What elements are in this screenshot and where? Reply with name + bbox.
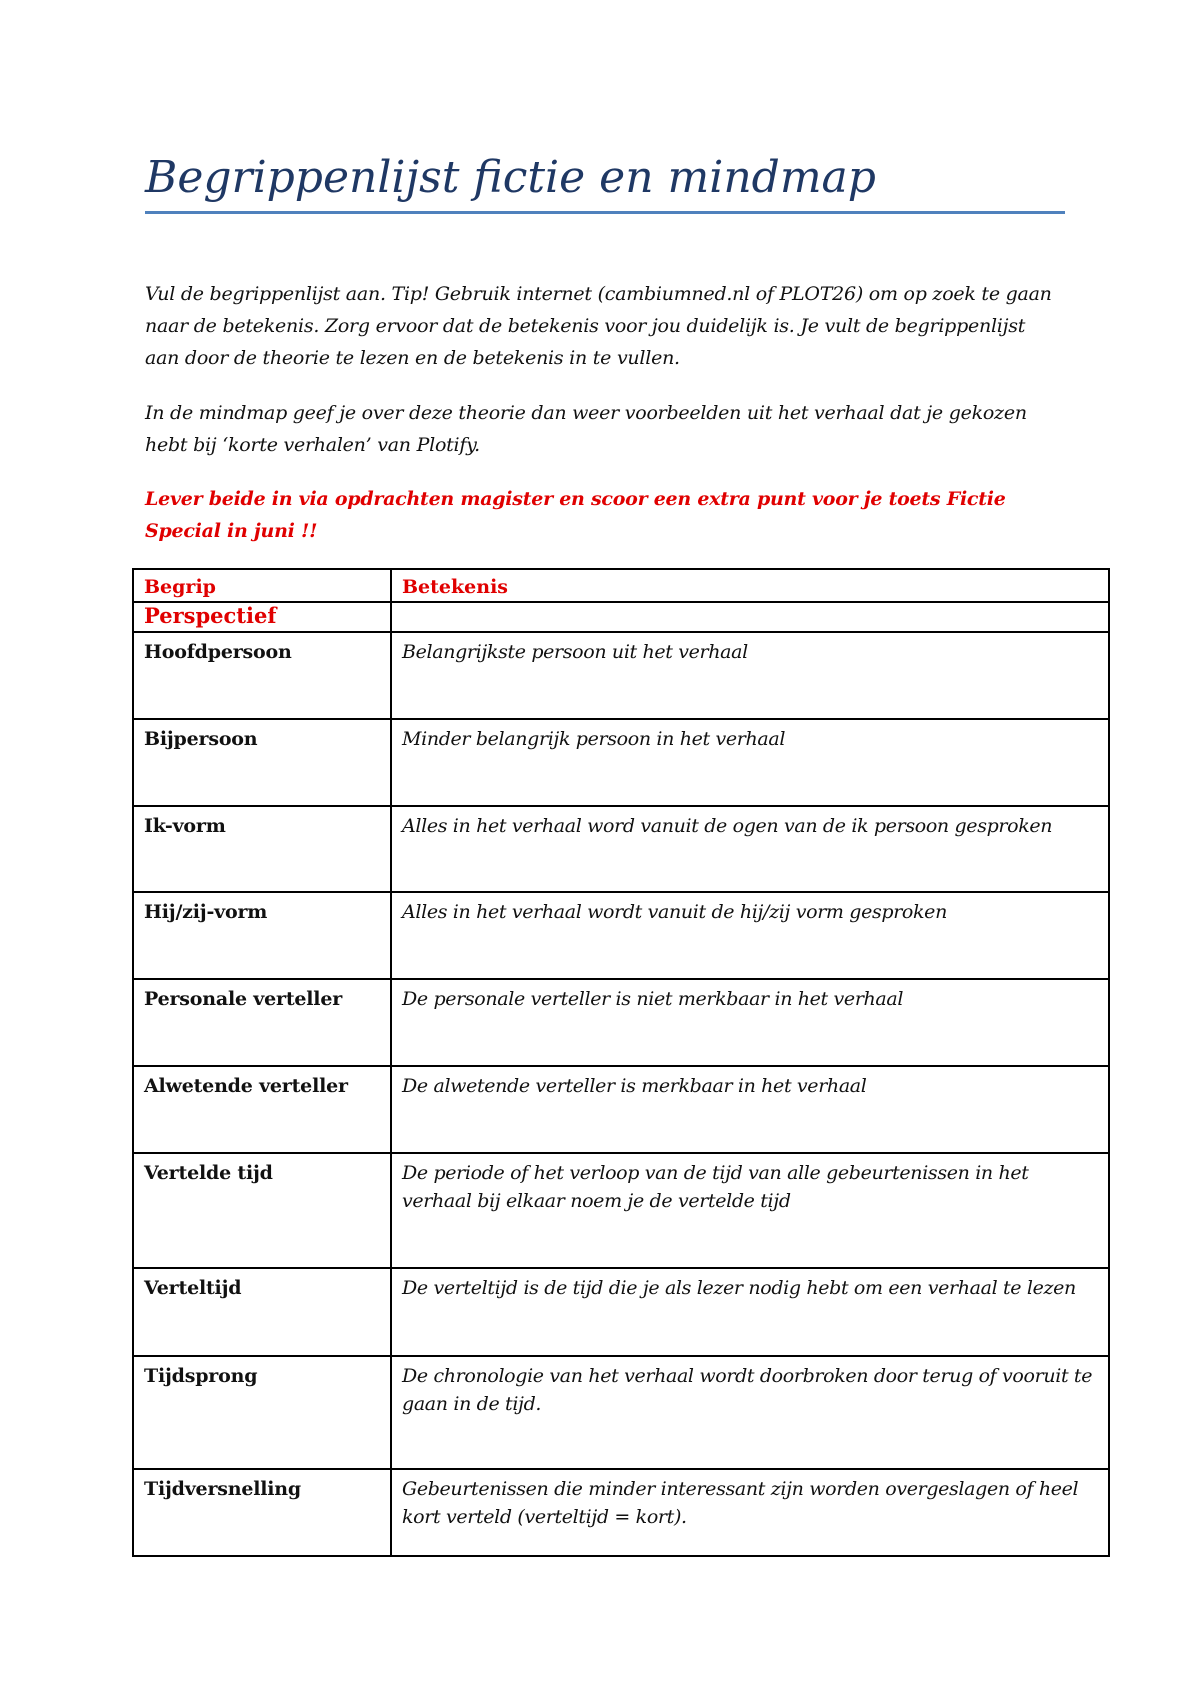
table-row (133, 806, 1109, 892)
page-title: Begrippenlijst fictie en mindmap (145, 152, 876, 203)
definition-cell[interactable]: De alwetende verteller is merkbaar in het verhaal (391, 1066, 1109, 1153)
definition-cell[interactable]: Alles in het verhaal wordt vanuit de hij/zij vorm gesproken (391, 892, 1109, 979)
definition-cell[interactable]: De verteltijd is de tijd die je als lezer nodig hebt om een verhaal te lezen (391, 1268, 1109, 1356)
term-cell: Vertelde tijd (133, 1153, 391, 1268)
definition-cell[interactable]: De personale verteller is niet merkbaar in het verhaal (391, 979, 1109, 1066)
mindmap-paragraph: In de mindmap geef je over deze theorie dan weer voorbeelden uit het verhaal dat je gekozen hebt bij ‘korte verhalen’ van Plotify. (145, 402, 1027, 456)
definition-cell[interactable]: Alles in het verhaal word vanuit de ogen van de ik persoon gesproken (391, 806, 1109, 892)
term-cell: Ik-vorm (133, 806, 391, 892)
definition-cell[interactable]: De periode of het verloop van de tijd van alle gebeurtenissen in het verhaal bij elkaar noem je de vertelde tijd (391, 1153, 1109, 1268)
table-row (133, 1469, 1109, 1556)
definition-cell[interactable]: Belangrijkste persoon uit het verhaal (391, 632, 1109, 719)
term-cell: Verteltijd (133, 1268, 391, 1356)
term-cell: Tijdversnelling (133, 1469, 391, 1556)
table-header-row (133, 569, 1109, 602)
table-row (133, 979, 1109, 1066)
section-label: Perspectief (144, 603, 277, 628)
header-definition: Betekenis (391, 569, 1109, 602)
table-row (133, 892, 1109, 979)
submission-instruction: Lever beide in via opdrachten magister en scoor een extra punt voor je toets Fictie Special in juni !! (145, 488, 1006, 542)
table-row (133, 1356, 1109, 1469)
definition-cell[interactable]: Minder belangrijk persoon in het verhaal (391, 719, 1109, 806)
term-cell: Personale verteller (133, 979, 391, 1066)
header-term: Begrip (133, 569, 391, 602)
terms-table (132, 568, 1110, 1557)
table-row (133, 1153, 1109, 1268)
table-row (133, 719, 1109, 806)
definition-cell[interactable]: Gebeurtenissen die minder interessant zijn worden overgeslagen of heel kort verteld (verteltijd = kort). (391, 1469, 1109, 1556)
table-row (133, 1066, 1109, 1153)
section-cell (133, 602, 391, 632)
term-cell: Alwetende verteller (133, 1066, 391, 1153)
table-row (133, 1268, 1109, 1356)
title-underline (145, 211, 1065, 214)
term-cell: Hoofdpersoon (133, 632, 391, 719)
section-empty-cell[interactable] (391, 602, 1109, 632)
table-row (133, 632, 1109, 719)
term-cell: Hij/zij-vorm (133, 892, 391, 979)
term-cell: Tijdsprong (133, 1356, 391, 1469)
intro-paragraph: Vul de begrippenlijst aan. Tip! Gebruik internet (cambiumned.nl of PLOT26) om op zoek te gaan naar de betekenis. Zorg ervoor dat de betekenis voor jou duidelijk is. Je vult de begrippenlijst aan door de theorie te lezen en de betekenis in te vullen. (145, 283, 1052, 369)
term-cell: Bijpersoon (133, 719, 391, 806)
section-row (133, 602, 1109, 632)
definition-cell[interactable]: De chronologie van het verhaal wordt doorbroken door terug of vooruit te gaan in de tijd. (391, 1356, 1109, 1469)
